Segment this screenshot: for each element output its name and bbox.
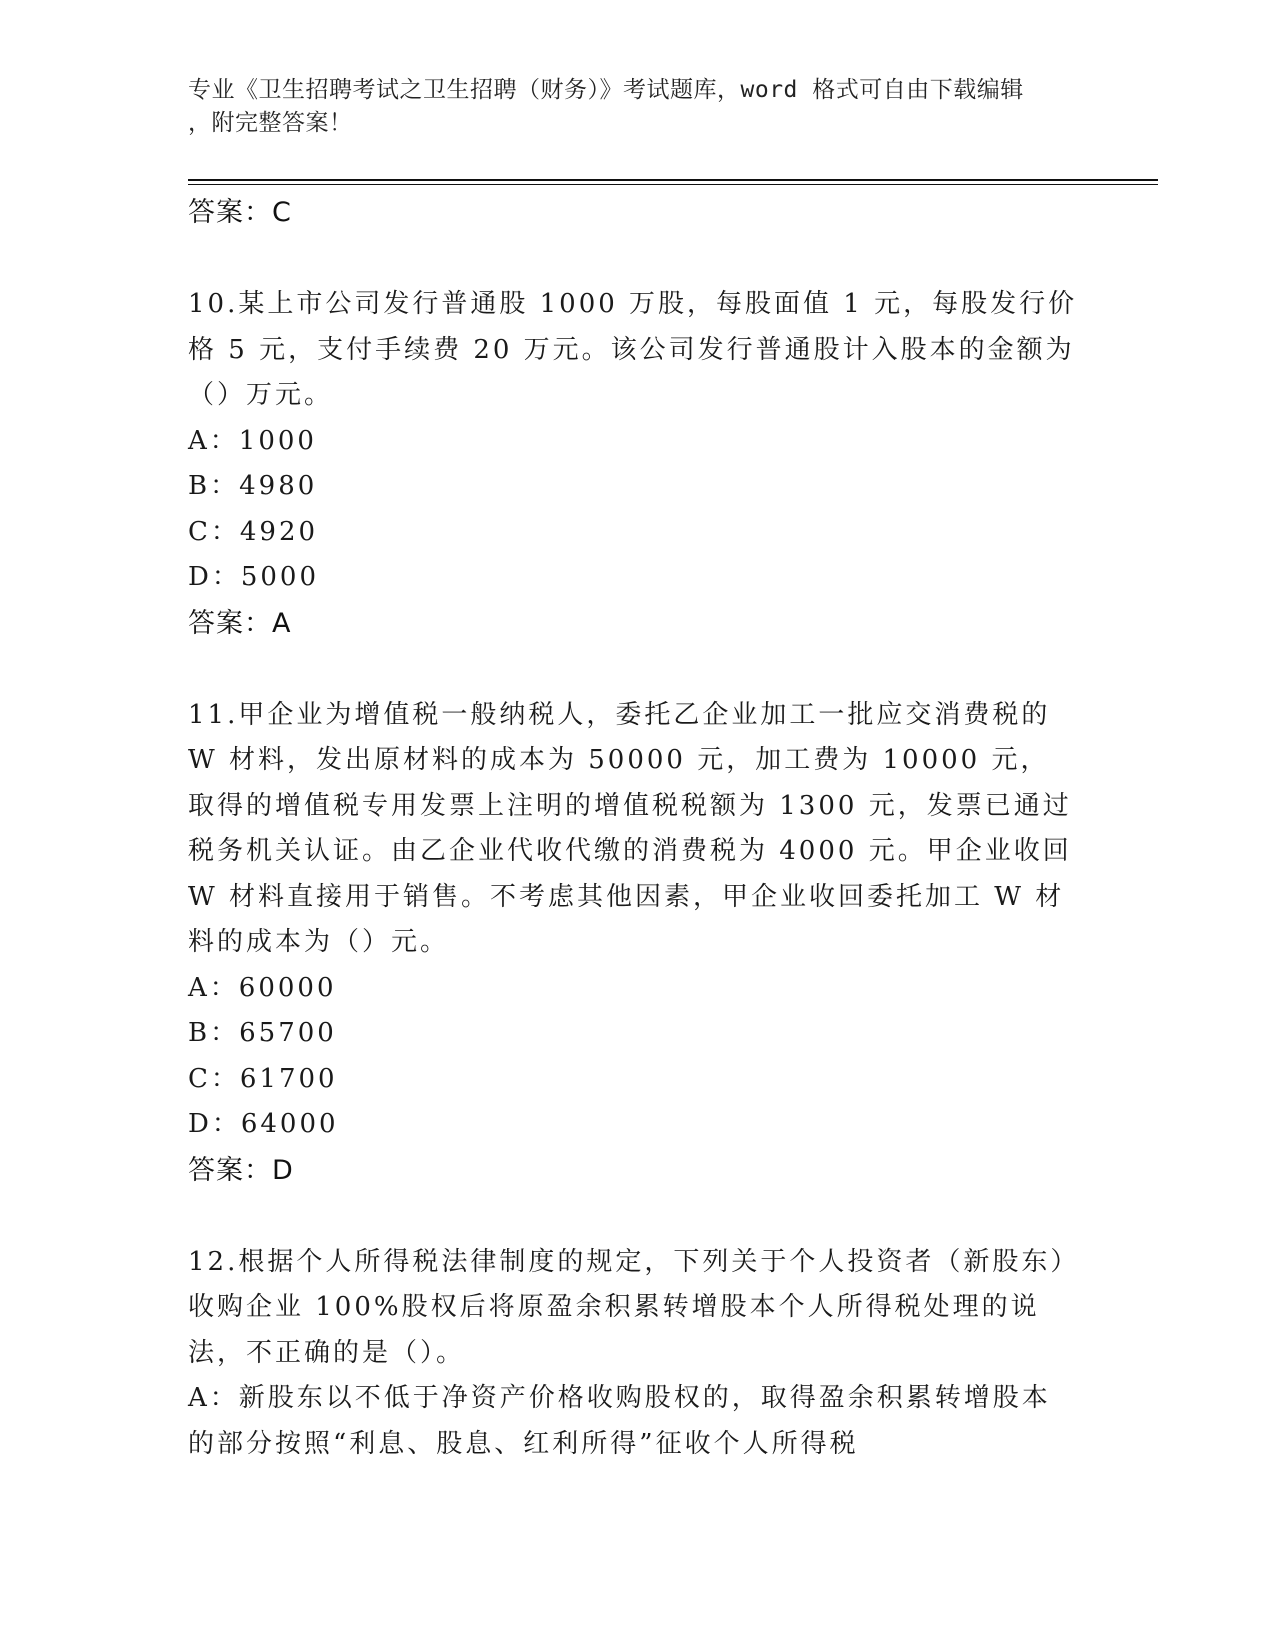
document-body — [188, 190, 1078, 1467]
document-header — [188, 74, 1068, 140]
header-line-2: ，附完整答案！ — [188, 110, 353, 136]
question-answer: 答案：D — [188, 1154, 294, 1186]
option-d: D：64000 — [188, 1109, 339, 1139]
option-a: A：60000 — [188, 972, 337, 1003]
option-b: B：4980 — [188, 471, 318, 501]
question-12 — [188, 1240, 1078, 1468]
question-answer: 答案：A — [188, 607, 292, 639]
question-stem: 10.某上市公司发行普通股 1000 万股，每股面值 1 元，每股发行价格 5 元，支付手续费 20 万元。该公司发行普通股计入股本的金额为（）万元。 — [188, 289, 1078, 410]
option-c: C：61700 — [188, 1063, 338, 1094]
header-rule-thick — [188, 179, 1158, 181]
option-a: A：1000 — [188, 425, 317, 456]
spacer — [188, 1193, 1078, 1240]
question-10 — [188, 282, 1078, 646]
option-d: D：5000 — [188, 562, 320, 592]
question-stem: 11.甲企业为增值税一般纳税人，委托乙企业加工一批应交消费税的 W 材料，发出原材料的成本为 50000 元，加工费为 10000 元，取得的增值税专用发票上注明的增值税税额为 1300 元，发票已通过税务机关认证。由乙企业代收代缴的消费税为 4000 元。甲企业收回 W 材料直接用于销售。不考虑其他因素，甲企业收回委托加工 W 材料的成本为（）元。 — [188, 699, 1072, 957]
option-a: A：新股东以不低于净资产价格收购股权的，取得盈余积累转增股本的部分按照“利息、股息、红利所得”征收个人所得税 — [188, 1383, 1051, 1459]
question-stem: 12.根据个人所得税法律制度的规定，下列关于个人投资者（新股东）收购企业 100%股权后将原盈余积累转增股本个人所得税处理的说法，不正确的是（）。 — [188, 1246, 1067, 1368]
question-11 — [188, 693, 1078, 1193]
header-line-1: 专业《卫生招聘考试之卫生招聘（财务）》考试题库，word 格式可自由下载编辑 — [188, 77, 1024, 103]
previous-answer: 答案：C — [188, 197, 292, 228]
header-rule-thin — [188, 184, 1158, 185]
spacer — [188, 235, 1078, 282]
spacer — [188, 646, 1078, 693]
option-b: B：65700 — [188, 1018, 337, 1048]
option-c: C：4920 — [188, 516, 319, 547]
